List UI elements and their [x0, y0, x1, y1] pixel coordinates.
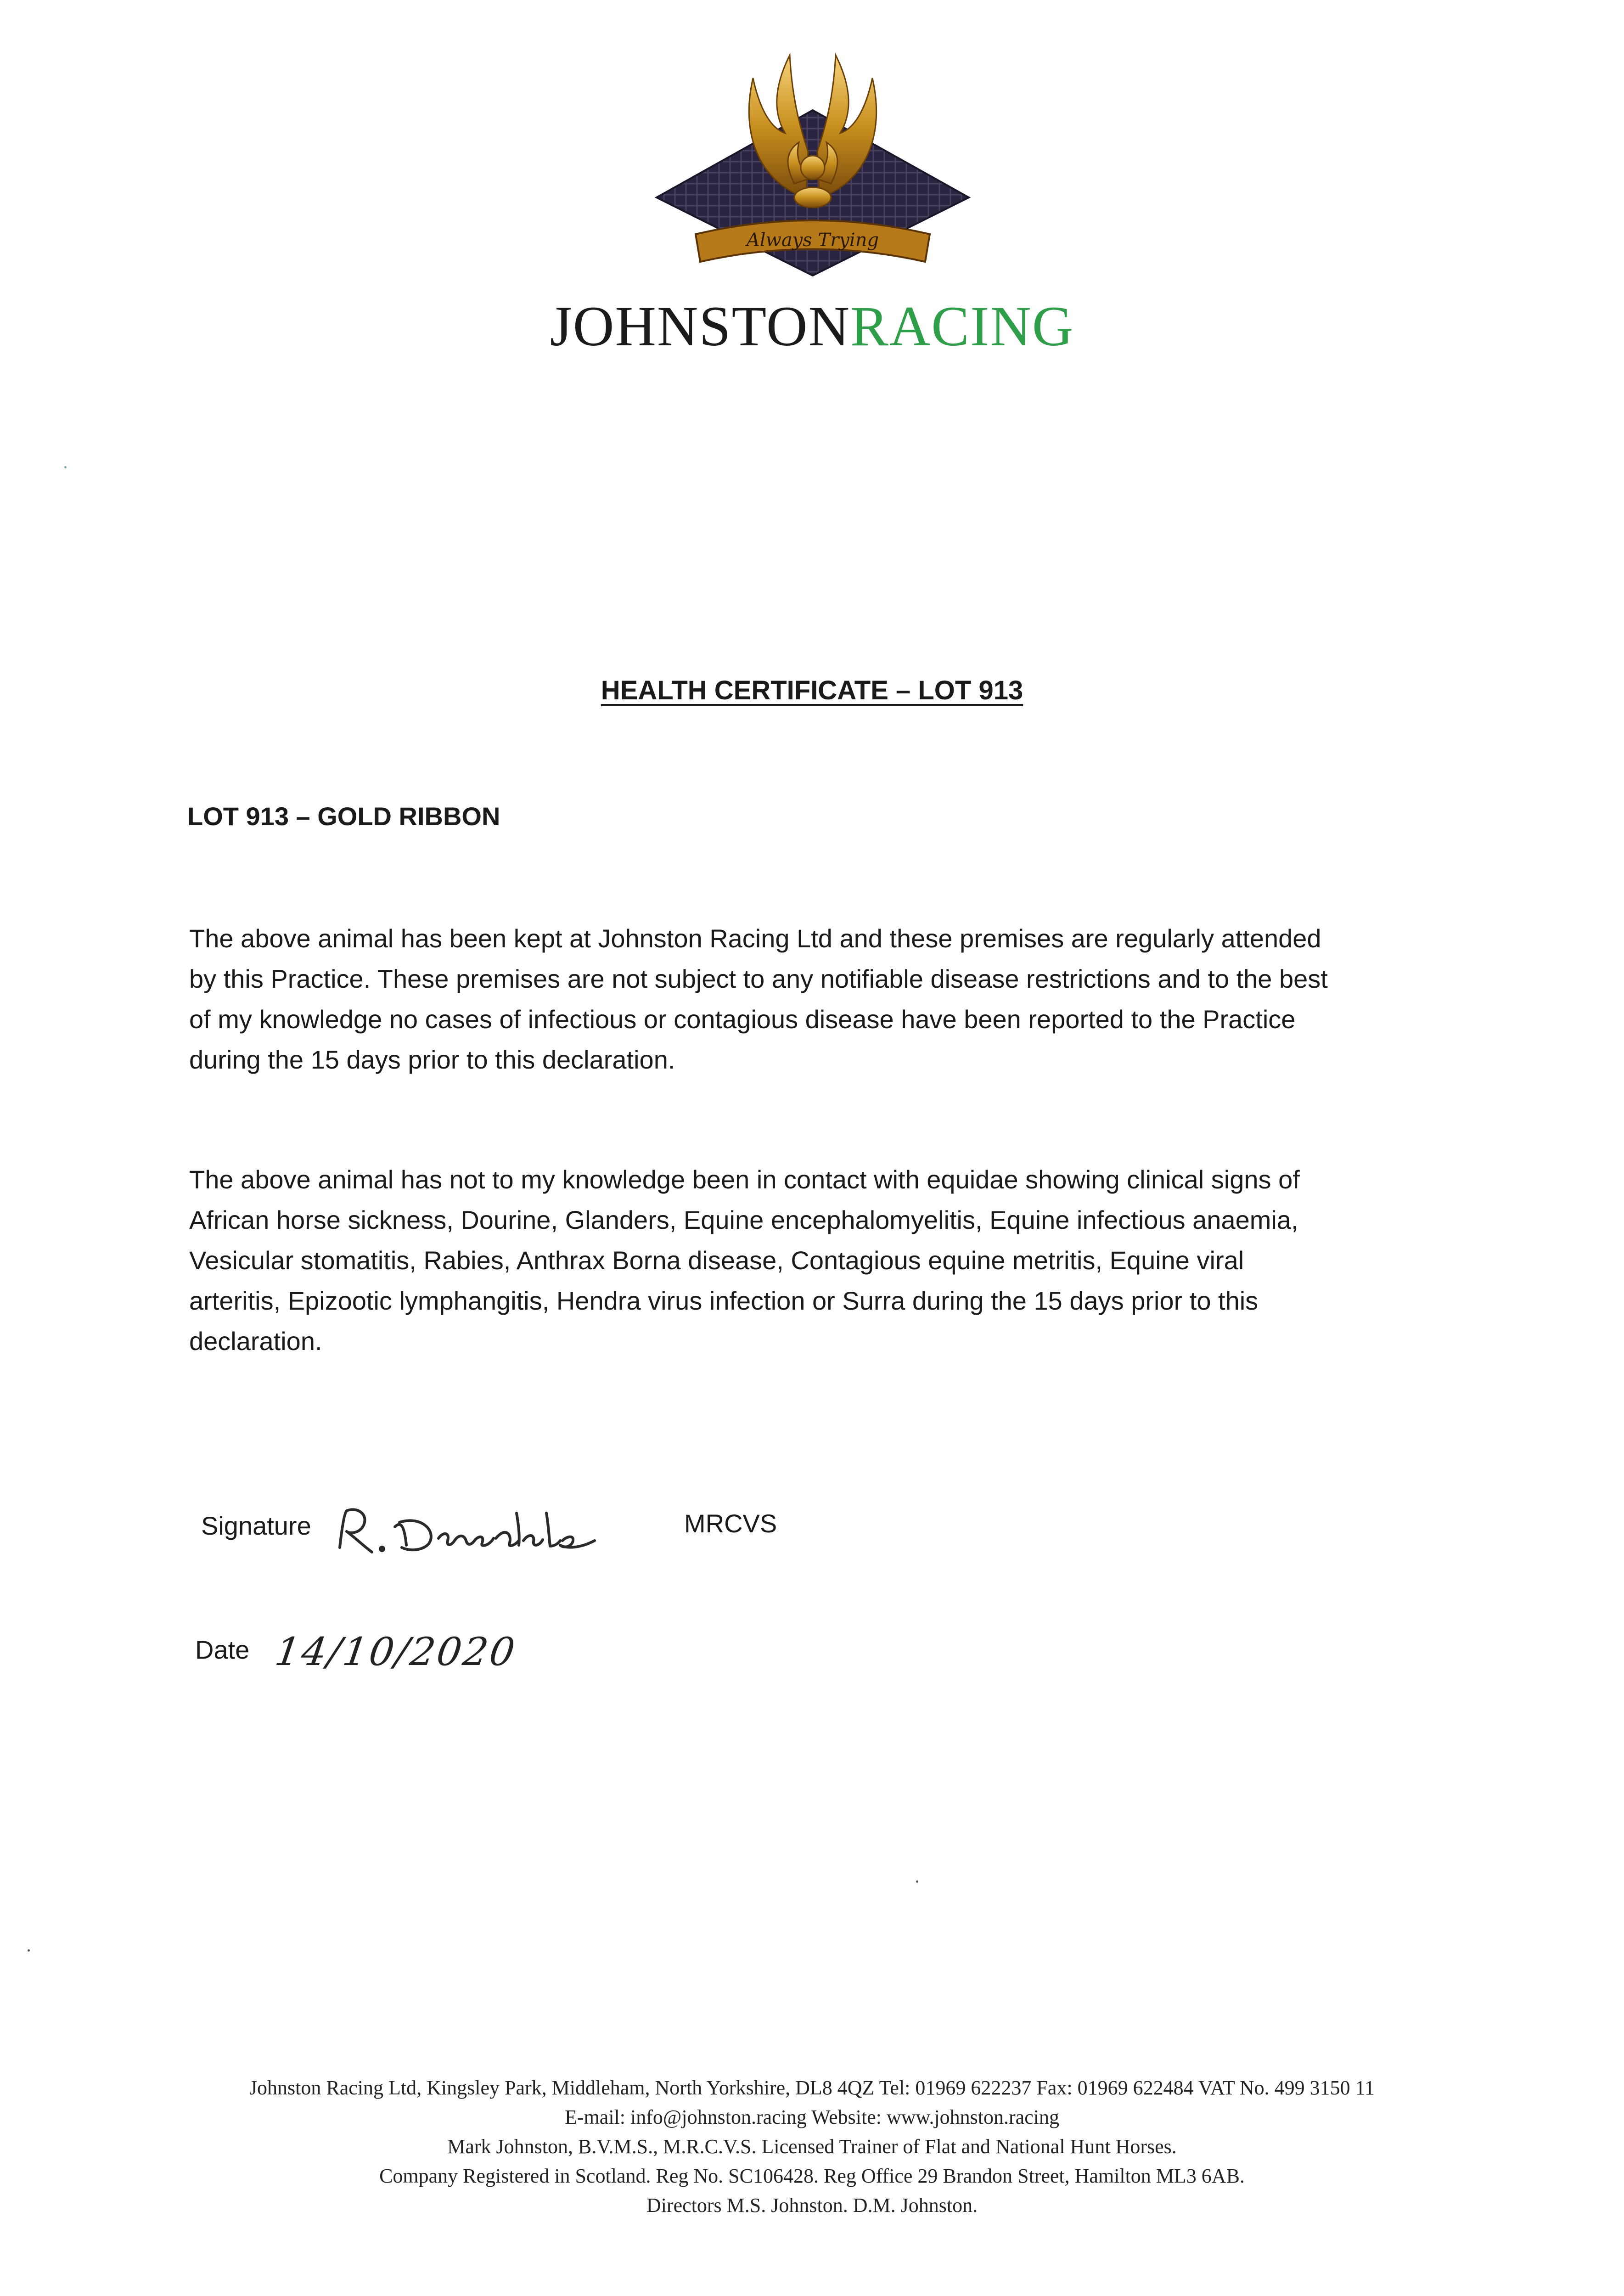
- svg-text:Always Trying: Always Trying: [746, 230, 879, 251]
- paragraph-line: The above animal has not to my knowledge been in contact with equidae showing clinical signs of: [189, 1165, 1300, 1194]
- wordmark-johnston: JOHNSTON: [550, 295, 851, 358]
- handwritten-signature: [331, 1495, 611, 1564]
- scan-speck: [64, 466, 67, 468]
- signature-qualification: MRCVS: [684, 1509, 777, 1538]
- wordmark-racing: RACING: [850, 295, 1074, 358]
- paragraph-line: Vesicular stomatitis, Rabies, Anthrax Borna disease, Contagious equine metritis, Equine viral: [189, 1246, 1244, 1275]
- date-handwritten: 14/10/2020: [272, 1629, 520, 1674]
- paragraph-line: by this Practice. These premises are not subject to any notifiable disease restrictions and to the best: [189, 964, 1328, 993]
- paragraph-line: The above animal has been kept at Johnston Racing Ltd and these premises are regularly attended: [189, 924, 1321, 953]
- paragraph-line: during the 15 days prior to this declaration.: [189, 1045, 675, 1074]
- scan-speck: [28, 1949, 30, 1952]
- scan-speck: [916, 1880, 918, 1883]
- paragraph-line: of my knowledge no cases of infectious or contagious disease have been reported to the Practice: [189, 1005, 1296, 1034]
- company-wordmark: [0, 294, 1624, 359]
- johnston-racing-logo: [647, 46, 978, 285]
- paragraph-line: declaration.: [189, 1327, 322, 1356]
- paragraph-line: African horse sickness, Dourine, Glanders, Equine encephalomyelitis, Equine infectious anaemia,: [189, 1205, 1298, 1234]
- footer-line-contact: E-mail: info@johnston.racing Website: www.johnston.racing: [565, 2106, 1059, 2128]
- date-label: Date: [195, 1635, 250, 1664]
- lot-heading: LOT 913 – GOLD RIBBON: [187, 802, 500, 831]
- footer-line-trainer: Mark Johnston, B.V.M.S., M.R.C.V.S. Licensed Trainer of Flat and National Hunt Horses.: [447, 2135, 1177, 2158]
- signature-label: Signature: [201, 1511, 311, 1540]
- footer-line-registration: Company Registered in Scotland. Reg No. SC106428. Reg Office 29 Brandon Street, Hamilton ML3 6AB.: [379, 2165, 1245, 2187]
- paragraph-line: arteritis, Epizootic lymphangitis, Hendra virus infection or Surra during the 15 days prior to this: [189, 1286, 1259, 1315]
- footer-line-directors: Directors M.S. Johnston. D.M. Johnston.: [646, 2194, 978, 2217]
- certificate-title: HEALTH CERTIFICATE – LOT 913: [601, 675, 1023, 705]
- declaration-paragraph-premises: [189, 918, 1447, 1080]
- declaration-paragraph-contact: [189, 1159, 1447, 1362]
- company-footer: [0, 2073, 1624, 2220]
- footer-line-address: Johnston Racing Ltd, Kingsley Park, Middleham, North Yorkshire, DL8 4QZ Tel: 01969 622237 Fax: 01969 622484 VAT No. 499 3150 11: [249, 2077, 1375, 2099]
